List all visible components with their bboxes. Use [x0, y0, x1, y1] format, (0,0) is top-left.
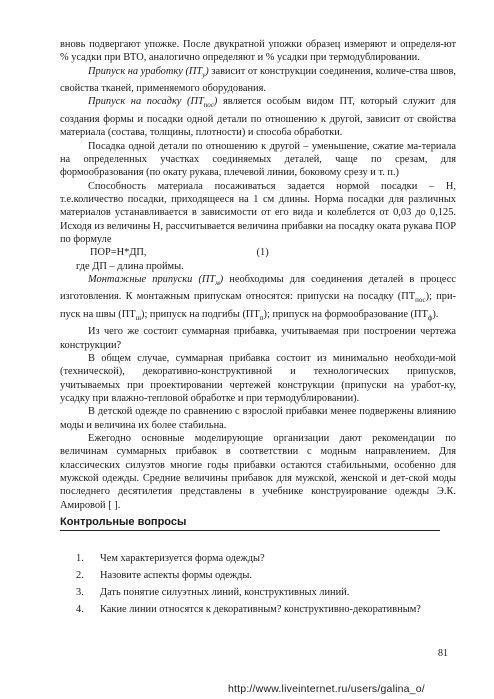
question-text: Какие линии относятся к декоративным? конструктивно-декоративным? [100, 603, 421, 615]
body-text [60, 38, 456, 512]
paragraph-question: Из чего же состоит суммарная прибавка, учитываемая при построении чертежа конструкции? [60, 326, 456, 351]
question-number: 1. [76, 553, 84, 564]
question-number: 4. [76, 603, 84, 615]
term-pripusk-posadka: Припуск на посадку $(ПТ_{пос})$ [88, 96, 218, 110]
formula-text: ПОР=Н*ДП, [90, 247, 147, 259]
question-text: Чем характеризуется форма одежды? [100, 553, 265, 564]
section-heading: Контрольные вопросы [60, 515, 440, 531]
formula-definition: где ДП – длина проймы. [76, 260, 184, 272]
term-pripusk-urabotka: Припуск на уработку $(ПТ_у)$ [88, 65, 209, 79]
paragraph-recommendations: Ежегодно основные моделирующие организации дают рекомендации по величинам суммарных прибавок в соответствии с модным направлением. Для классических силуэтов многие годы прибавки остаются стабильными, особенно для мужской одежды. Средние величины прибавок для мужской, женской и дет-ской моды последнего десятилетия представлены в учебнике конструирование одежды Э.К. Амировой [ ]. [60, 433, 456, 511]
paragraph-intro: вновь подвергают упожке. После двукратной упожки образец измеряют и определя-ют % усадки при ВТО, аналогично определяют и % усадки при термодублировании. [60, 39, 456, 64]
list-item [60, 586, 456, 599]
paragraph-posadka-detali: Посадка одной детали по отношению к другой – уменьшение, сжатие ма-териала на определенных участках соединяемых деталей, чаще по срезам, для формообразования (по окату рукава, плечевой линии, боковому срезу и т. п.) [60, 140, 456, 179]
list-item [60, 603, 456, 616]
formula-number: (1) [256, 247, 269, 259]
paragraph-children: В детской одежде по сравнению с взрослой прибавки менее подвержены влиянию моды и величина их более стабильна. [60, 406, 456, 431]
paragraph-montazh: Монтажные припуски $(ПТ_м)$ необходимы для соединения деталей в процесс изготовления. К монтажным припускам относятся: припуски на посадку $(ПТ_{пос})$; при-пуск на швы $(ПТ_ш)$; припуск на подгибы $(ПТ_п)$; припуск на формообразование $(ПТ_ф)$. [60, 274, 456, 322]
paragraph-posadka: Припуск на посадку $(ПТ_{пос})$ является особым видом ПТ, который служит для создания формы и посадки одной детали по отношению к другой, зависит от свойства материала (состава, толщины, плотности) и способа обработки. [60, 96, 456, 139]
questions-list [60, 552, 456, 620]
formula-line [60, 246, 456, 259]
question-number: 3. [76, 586, 84, 598]
question-text: Назовите аспекты формы одежды. [100, 569, 252, 581]
question-text: Дать понятие силуэтных линий, конструктивных линий. [100, 586, 350, 598]
list-item [60, 552, 456, 565]
paragraph-norma-posadki: Способность материала посаживаться задается нормой посадки – Н, т.е.количество посадки, приходящееся на 1 см длины. Норма посадки для различных материалов устанавливается в зависимости от его вида и колеблется от 0,03 до 0,125. Исходя из величины Н, рассчитывается величина прибавки на посадку оката рукава ПОР по формуле [60, 180, 456, 245]
paragraph-summary: В общем случае, суммарная прибавка состоит из минимально необходи-мой (технической), декоративно-конструктивной и технологических припусков, учитываемых при проектировании чертежей конструкции (припуски на уработ-ку, усадку при влажно-тепловой обработке и при термодублировании). [60, 352, 456, 404]
footer-watermark-url: http://www.liveinternet.ru/users/galina_o/ [228, 683, 425, 695]
list-item [60, 569, 456, 582]
page-number: 81 [438, 648, 448, 659]
paragraph-uработка: Припуск на уработку $(ПТ_у)$ зависит от конструкции соединения, количе-ства швов, свойства тканей, применяемого оборудования. [60, 65, 457, 95]
question-number: 2. [76, 569, 84, 581]
term-montazh: Монтажные припуски $(ПТ_м)$ [88, 274, 224, 288]
